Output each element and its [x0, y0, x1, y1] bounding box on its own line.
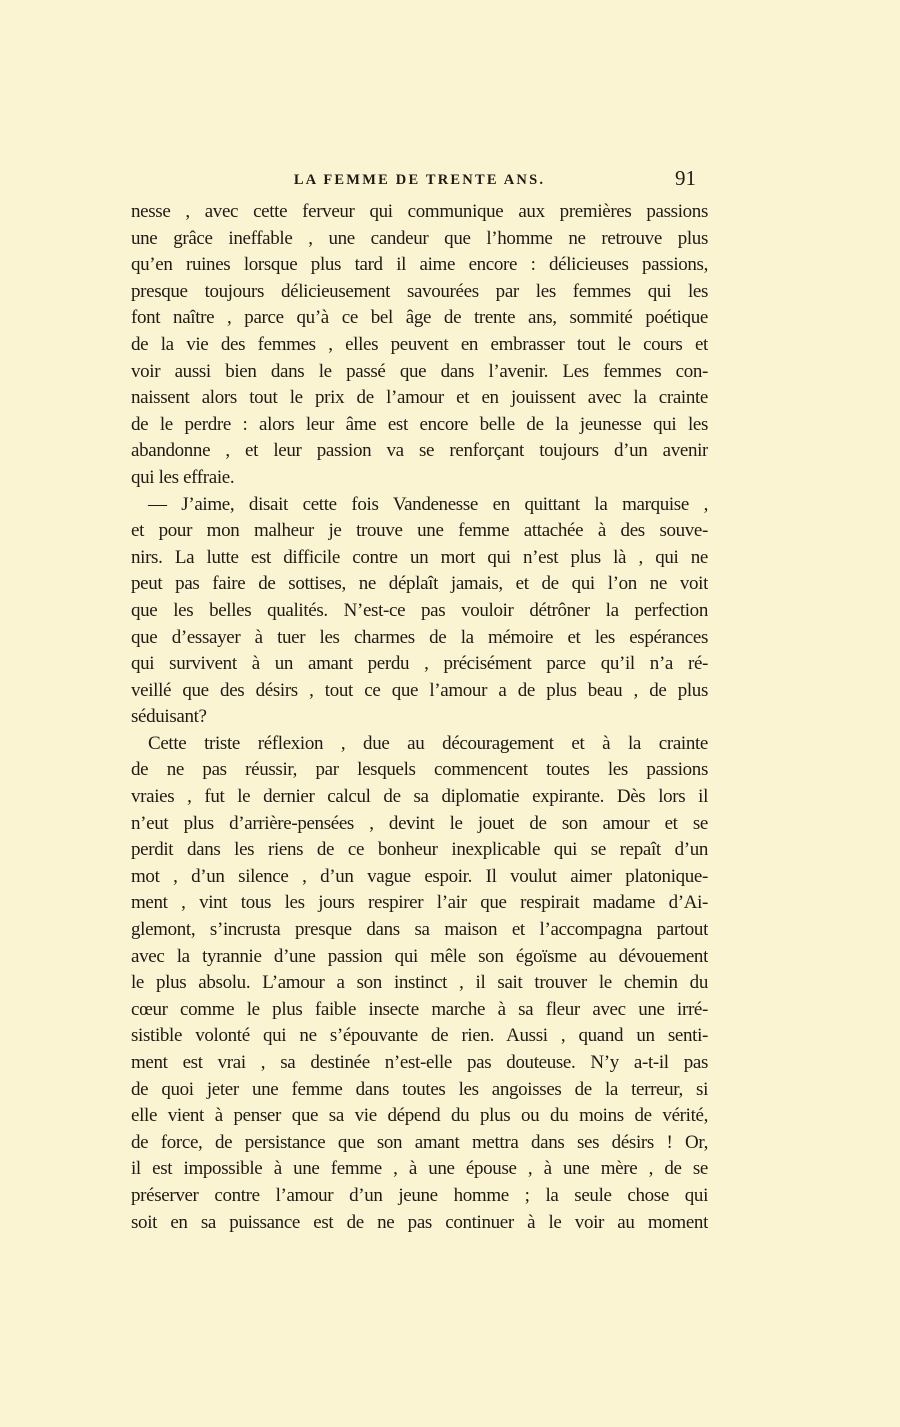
text-line: nesse , avec cette ferveur qui communique aux premières passions — [131, 201, 708, 222]
text-line: sistible volonté qui ne s’épouvante de rien. Aussi , quand un senti- — [131, 1025, 708, 1047]
text-line: n’eut plus d’arrière-pensées , devint le jouet de son amour et se — [131, 812, 708, 834]
text-line: vraies , fut le dernier calcul de sa diplomatie expirante. Dès lors il — [131, 786, 708, 808]
text-line: ment , vint tous les jours respirer l’air que respirait madame d’Ai- — [131, 892, 708, 914]
running-title: LA FEMME DE TRENTE ANS. — [293, 172, 546, 188]
text-line: — J’aime, disait cette fois Vandenesse en quittant la marquise , — [148, 493, 708, 515]
text-line: qui les effraie. — [131, 466, 235, 488]
text-line: ment est vrai , sa destinée n’est-elle pas douteuse. N’y a-t-il pas — [131, 1052, 708, 1073]
text-line: veillé que des désirs , tout ce que l’amour a de plus beau , de plus — [131, 679, 708, 701]
text-line: perdit dans les riens de ce bonheur inexplicable qui se repaît d’un — [131, 839, 708, 861]
text-line: il est impossible à une femme , à une épouse , à une mère , de se — [131, 1158, 708, 1180]
text-line: nirs. La lutte est difficile contre un mort qui n’est plus là , qui ne — [131, 546, 708, 568]
text-line: cœur comme le plus faible insecte marche à sa fleur avec une irré- — [131, 998, 708, 1020]
text-line: naissent alors tout le prix de l’amour et en jouissent avec la crainte — [131, 387, 708, 409]
page-header — [131, 166, 708, 194]
text-line: de ne pas réussir, par lesquels commencent toutes les passions — [131, 759, 708, 781]
text-line: de force, de persistance que son amant mettra dans ses désirs ! Or, — [131, 1131, 708, 1153]
text-line: de quoi jeter une femme dans toutes les angoisses de la terreur, si — [131, 1078, 708, 1100]
text-line: séduisant? — [131, 706, 207, 728]
text-line: elle vient à penser que sa vie dépend du plus ou du moins de vérité, — [131, 1105, 708, 1127]
text-line: mot , d’un silence , d’un vague espoir. Il voulut aimer platonique- — [131, 865, 708, 887]
text-line: avec la tyrannie d’une passion qui mêle son égoïsme au dévouement — [131, 945, 708, 967]
text-line: de la vie des femmes , elles peuvent en embrasser tout le cours et — [131, 333, 708, 355]
text-line: qu’en ruines lorsque plus tard il aime encore : délicieuses passions, — [131, 254, 708, 276]
text-line: presque toujours délicieusement savourées par les femmes qui les — [131, 280, 708, 302]
text-line: et pour mon malheur je trouve une femme attachée à des souve- — [131, 520, 708, 542]
text-line: glemont, s’incrusta presque dans sa maison et l’accompagna partout — [131, 919, 708, 941]
text-line: soit en sa puissance est de ne pas continuer à le voir au moment — [131, 1211, 708, 1233]
text-line: le plus absolu. L’amour a son instinct , il sait trouver le chemin du — [131, 972, 708, 994]
text-line: préserver contre l’amour d’un jeune homme ; la seule chose qui — [131, 1184, 708, 1206]
text-line: voir aussi bien dans le passé que dans l’avenir. Les femmes con- — [131, 360, 708, 382]
text-line: de le perdre : alors leur âme est encore belle de la jeunesse qui les — [131, 413, 708, 435]
text-line: qui survivent à un amant perdu , précisément parce qu’il n’a ré- — [131, 653, 708, 675]
text-line: Cette triste réflexion , due au découragement et à la crainte — [148, 732, 708, 754]
page-number: 91 — [675, 166, 696, 190]
text-line: font naître , parce qu’à ce bel âge de trente ans, sommité poétique — [131, 307, 708, 329]
text-line: une grâce ineffable , une candeur que l’homme ne retrouve plus — [131, 227, 708, 249]
body-text — [131, 199, 708, 1236]
text-line: abandonne , et leur passion va se renforçant toujours d’un avenir — [131, 440, 708, 462]
text-line: que d’essayer à tuer les charmes de la mémoire et les espérances — [131, 626, 708, 648]
text-line: que les belles qualités. N’est-ce pas vouloir détrôner la perfection — [131, 599, 708, 621]
text-line: peut pas faire de sottises, ne déplaît jamais, et de qui l’on ne voit — [131, 573, 708, 595]
